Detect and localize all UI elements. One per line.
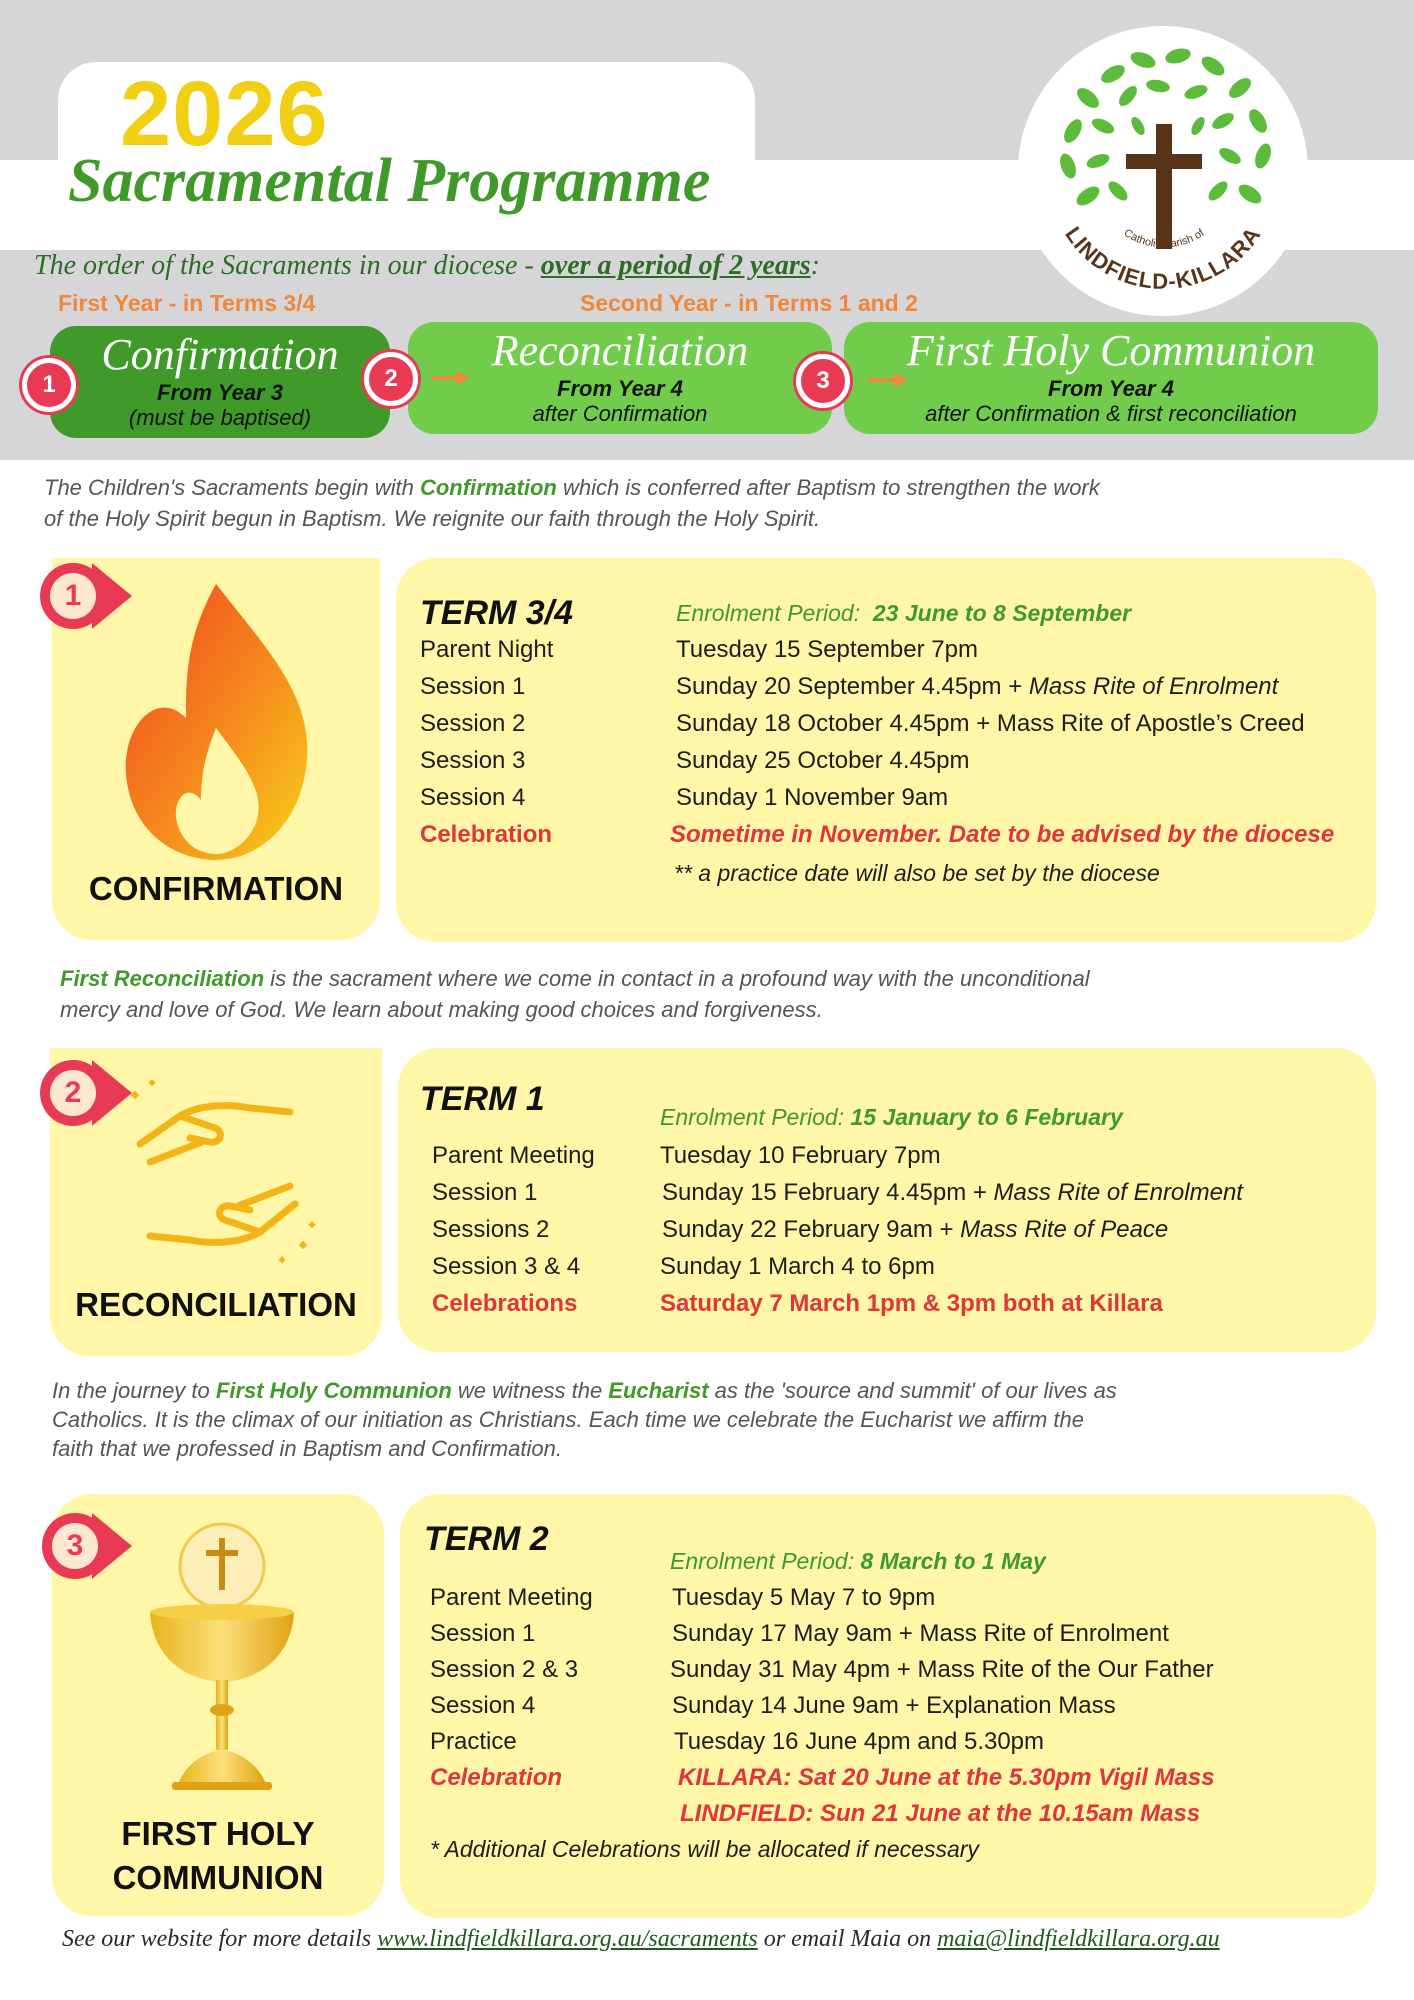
- footer-text: See our website for more details: [62, 1926, 378, 1952]
- row-label: Sessions 2: [432, 1216, 550, 1243]
- step-year: From Year 4: [557, 376, 683, 401]
- enrolment-label: Enrolment Period:: [670, 1548, 855, 1574]
- row-value-main: Sunday 20 September 4.45pm +: [676, 673, 1023, 700]
- arrow-right-icon: [456, 371, 470, 385]
- row-label: Session 1: [420, 673, 526, 700]
- intro-text: faith that we professed in Baptism and Confirmation.: [52, 1436, 562, 1461]
- step-name: First Holy Communion: [906, 326, 1316, 375]
- enrolment-period: [676, 600, 1131, 627]
- marker-number: 2: [50, 1070, 96, 1116]
- communion-title-line: COMMUNION: [112, 1859, 324, 1896]
- page-title: Sacramental Programme: [68, 147, 711, 215]
- communion-title-line: FIRST HOLY: [121, 1815, 315, 1852]
- footer-contact: [62, 1926, 1220, 1953]
- row-label: Session 1: [430, 1620, 536, 1647]
- marker-number: 1: [50, 573, 96, 619]
- additional-note: * Additional Celebrations will be allocated if necessary: [430, 1836, 979, 1862]
- term-title: TERM 2: [424, 1520, 549, 1558]
- celebration-label: Celebration: [430, 1764, 563, 1791]
- row-value: Sunday 18 October 4.45pm + Mass Rite of Apostle’s Creed: [676, 710, 1305, 737]
- step-note: after Confirmation & first reconciliation: [925, 401, 1297, 426]
- row-label: Session 1: [432, 1179, 538, 1206]
- row-value-rite: Mass Rite of Enrolment: [1022, 673, 1279, 700]
- row-value-main: Sunday 22 February 9am +: [662, 1216, 954, 1243]
- enrolment-dates: 8 March to 1 May: [860, 1548, 1046, 1574]
- arrow-line: [432, 376, 458, 380]
- intro-text: we witness the: [451, 1378, 609, 1403]
- intro-text: The Children's Sacraments begin with: [44, 475, 420, 500]
- enrolment-dates: 15 January to 6 February: [850, 1104, 1123, 1130]
- step-name: Reconciliation: [491, 326, 749, 375]
- term-title: TERM 3/4: [420, 594, 574, 632]
- row-label: Parent Meeting: [430, 1584, 593, 1611]
- step-year: From Year 4: [1048, 376, 1174, 401]
- row-value: Tuesday 10 February 7pm: [660, 1142, 941, 1169]
- step-name: Confirmation: [101, 330, 339, 379]
- intro-text: is the sacrament where we come in contact in a profound way with the unconditional: [264, 966, 1090, 991]
- confirmation-title: CONFIRMATION: [88, 870, 344, 907]
- row-label: Parent Meeting: [432, 1142, 595, 1169]
- communion-intro: [52, 1376, 1392, 1463]
- intro-text: of the Holy Spirit begun in Baptism. We reignite our faith through the Holy Spirit.: [44, 506, 821, 531]
- intro-text: which is conferred after Baptism to strengthen the work: [556, 475, 1100, 500]
- step-confirmation: [50, 326, 390, 438]
- enrolment-label: Enrolment Period:: [660, 1104, 845, 1130]
- celebration-label: Celebrations: [432, 1290, 578, 1317]
- intro-emphasis: Confirmation: [419, 475, 557, 500]
- row-label: Parent Night: [420, 636, 554, 663]
- footer-text: or email Maia on: [757, 1926, 938, 1952]
- intro-text: Catholics. It is the climax of our initiation as Christians. Each time we celebrate the Eucharist we affirm the: [52, 1407, 1084, 1432]
- reconciliation-title: RECONCILIATION: [75, 1286, 357, 1323]
- enrolment-label: Enrolment Period:: [676, 600, 861, 626]
- row-value-main: Sunday 15 February 4.45pm +: [662, 1179, 987, 1206]
- tree-leaves-icon: [1018, 26, 1308, 316]
- enrolment-period: [670, 1548, 1046, 1575]
- celebration-killara: KILLARA: Sat 20 June at the 5.30pm Vigil Mass: [678, 1764, 1215, 1791]
- order-statement: [34, 250, 820, 282]
- section-marker-1: [40, 563, 106, 629]
- arrow-right-icon: [894, 373, 908, 387]
- parish-logo: [1018, 26, 1308, 316]
- confirmation-intro: [44, 472, 1384, 534]
- celebration-value: Sometime in November. Date to be advised by the diocese: [670, 821, 1335, 848]
- intro-emphasis: First Reconciliation: [60, 966, 265, 991]
- row-value: [676, 673, 1278, 701]
- enrolment-period: [660, 1104, 1123, 1131]
- confirmation-schedule: [396, 558, 1376, 942]
- email-link[interactable]: maia@lindfieldkillara.org.au: [937, 1926, 1220, 1952]
- row-label: Practice: [430, 1728, 517, 1755]
- programme-year: 2026: [120, 63, 329, 165]
- flame-icon: [116, 578, 316, 868]
- enrolment-dates: 23 June to 8 September: [872, 600, 1132, 626]
- communion-title: [52, 1812, 384, 1900]
- row-value: [662, 1216, 1168, 1244]
- step-badge-3: 3: [796, 354, 850, 408]
- step-badge-2: 2: [364, 352, 418, 406]
- hands-icon: [120, 1072, 320, 1272]
- intro-emphasis: First Holy Communion: [215, 1378, 452, 1403]
- row-value: Tuesday 15 September 7pm: [676, 636, 978, 663]
- step-year: From Year 3: [157, 380, 283, 405]
- row-value: Sunday 1 November 9am: [676, 784, 949, 811]
- row-label: Session 2: [420, 710, 526, 737]
- communion-schedule: [400, 1494, 1376, 1918]
- logo-subtitle: Catholic Parish of: [1121, 226, 1207, 251]
- row-value: [662, 1179, 1243, 1207]
- row-value: Tuesday 5 May 7 to 9pm: [672, 1584, 936, 1611]
- first-year-label: First Year - in Terms 3/4: [58, 290, 316, 316]
- celebration-label: Celebration: [420, 821, 553, 848]
- step-note: (must be baptised): [128, 405, 312, 430]
- order-lead: The order of the Sacraments in our diocese -: [34, 250, 541, 281]
- chalice-icon: [142, 1504, 302, 1804]
- row-label: Session 4: [430, 1692, 536, 1719]
- row-value: Sunday 14 June 9am + Explanation Mass: [672, 1692, 1116, 1719]
- reconciliation-schedule: [398, 1048, 1376, 1352]
- cross-icon: [1126, 124, 1202, 249]
- order-emphasis: over a period of 2 years: [540, 250, 811, 281]
- step-badge-1: 1: [22, 358, 76, 412]
- row-label: Session 3 & 4: [432, 1253, 581, 1280]
- reconciliation-intro: [60, 963, 1380, 1025]
- celebration-value: Saturday 7 March 1pm & 3pm both at Killara: [660, 1290, 1163, 1317]
- website-link[interactable]: www.lindfieldkillara.org.au/sacraments: [377, 1926, 758, 1952]
- intro-emphasis: Eucharist: [608, 1378, 709, 1403]
- intro-text: as the 'source and summit' of our lives as: [708, 1378, 1117, 1403]
- intro-text: mercy and love of God. We learn about making good choices and forgiveness.: [60, 997, 823, 1022]
- row-value: Sunday 31 May 4pm + Mass Rite of the Our Father: [670, 1656, 1214, 1683]
- step-reconciliation: [408, 322, 832, 434]
- order-tail: :: [810, 250, 820, 281]
- row-value-rite: Mass Rite of Peace: [953, 1216, 1169, 1243]
- row-value-rite: Mass Rite of Enrolment: [986, 1179, 1243, 1206]
- row-value: Sunday 1 March 4 to 6pm: [660, 1253, 935, 1280]
- section-marker-2: [40, 1060, 106, 1126]
- step-first-holy-communion: [844, 322, 1378, 434]
- marker-number: 3: [52, 1523, 98, 1569]
- logo-name: LINDFIELD-KILLARA: [1060, 221, 1266, 295]
- row-label: Session 2 & 3: [430, 1656, 579, 1683]
- second-year-label: Second Year - in Terms 1 and 2: [580, 290, 918, 316]
- arrow-line: [868, 378, 896, 382]
- celebration-lindfield: LINDFIELD: Sun 21 June at the 10.15am Mass: [680, 1800, 1201, 1827]
- row-value: Sunday 25 October 4.45pm: [676, 747, 970, 774]
- row-value: Tuesday 16 June 4pm and 5.30pm: [674, 1728, 1045, 1755]
- row-label: Session 4: [420, 784, 526, 811]
- step-note: after Confirmation: [532, 401, 708, 426]
- row-value: Sunday 17 May 9am + Mass Rite of Enrolment: [672, 1620, 1169, 1647]
- intro-text: In the journey to: [52, 1378, 216, 1403]
- practice-note: ** a practice date will also be set by the diocese: [674, 860, 1160, 886]
- row-label: Session 3: [420, 747, 526, 774]
- term-title: TERM 1: [420, 1080, 545, 1118]
- section-marker-3: [42, 1513, 108, 1579]
